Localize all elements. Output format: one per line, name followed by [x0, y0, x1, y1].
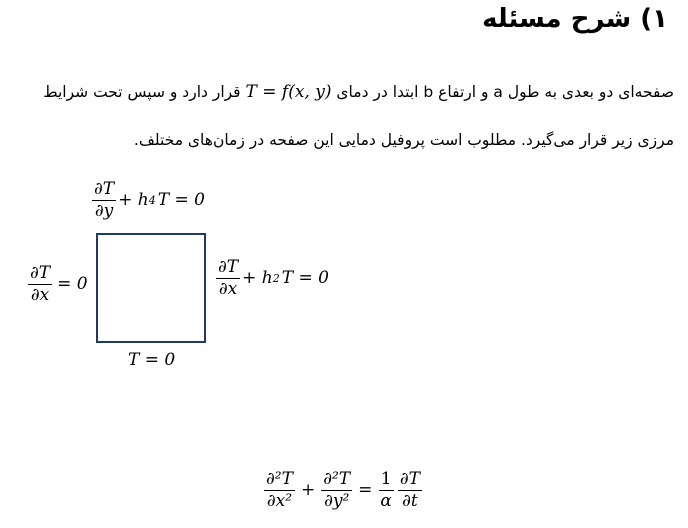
left-bc-denominator: ∂x — [30, 284, 50, 305]
section-heading: ۱) شرح مسئله — [482, 4, 668, 34]
initial-condition-formula: T = f(x, y) — [245, 82, 332, 102]
top-bc-plus-h: + h — [118, 190, 149, 211]
top-bc-numerator: ∂T — [94, 179, 115, 199]
top-bc-subscript: 4 — [148, 193, 156, 207]
term1-denominator: ∂x² — [266, 490, 293, 511]
right-bc-numerator: ∂T — [218, 257, 239, 277]
right-bc-subscript: 2 — [272, 271, 280, 285]
top-bc-tail: T = 0 — [157, 190, 205, 211]
equals-sign: = — [358, 480, 373, 501]
left-bc-tail: = 0 — [57, 274, 88, 295]
term2-numerator: ∂²T — [323, 469, 351, 489]
left-boundary-condition — [26, 264, 88, 304]
right-bc-plus-h: + h — [242, 268, 273, 289]
bottom-boundary-condition — [128, 350, 175, 370]
top-bc-denominator: ∂y — [94, 200, 114, 221]
paragraph-text-1b: قرار دارد و سپس تحت شرایط — [43, 83, 241, 101]
coefficient-fraction — [378, 470, 393, 510]
term3-fraction — [398, 470, 422, 510]
coefficient-numerator: 1 — [380, 469, 392, 489]
right-boundary-condition — [214, 258, 329, 298]
plus-sign: + — [300, 480, 316, 501]
bottom-bc-text: T = 0 — [128, 350, 176, 370]
right-bc-tail: T = 0 — [281, 268, 329, 289]
coefficient-denominator: α — [380, 490, 392, 511]
governing-equation — [262, 470, 424, 510]
term2-denominator: ∂y² — [324, 490, 350, 511]
top-boundary-condition — [90, 180, 205, 220]
right-bc-fraction — [216, 258, 240, 298]
term3-denominator: ∂t — [402, 490, 418, 511]
paragraph-line-2: مرزی زیر قرار می‌گیرد. مطلوب است پروفیل دمایی این صفحه در زمان‌های مختلف. — [133, 131, 674, 149]
left-bc-fraction — [28, 264, 52, 304]
paragraph-line-1 — [43, 82, 674, 102]
term2-fraction — [321, 470, 352, 510]
paragraph-text-1a: صفحه‌ای دو بعدی به طول a و ارتفاع b ابتدا در دمای — [336, 83, 674, 101]
term1-numerator: ∂²T — [266, 469, 293, 489]
term3-numerator: ∂T — [399, 469, 421, 489]
plate-rectangle — [96, 233, 206, 343]
top-bc-fraction — [92, 180, 116, 220]
left-bc-numerator: ∂T — [30, 263, 51, 283]
term1-fraction — [264, 470, 295, 510]
right-bc-denominator: ∂x — [218, 278, 238, 299]
